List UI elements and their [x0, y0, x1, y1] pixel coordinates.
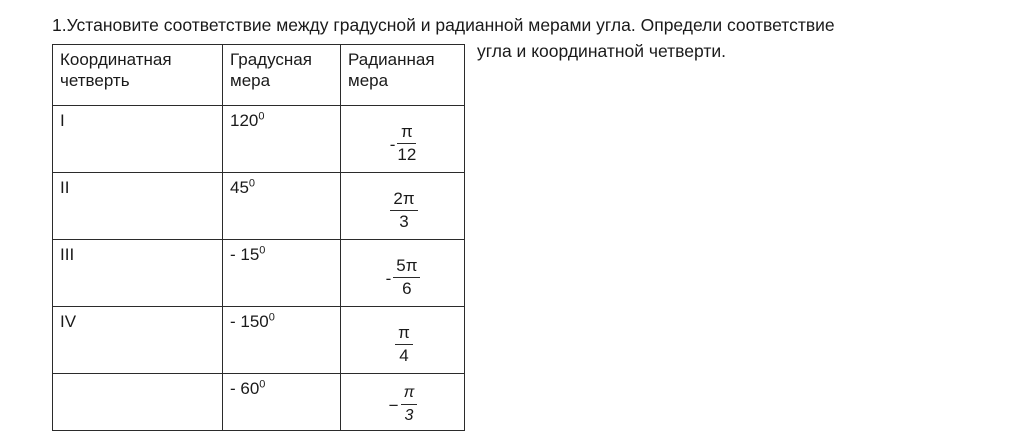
fraction-denominator: 6 [402, 278, 412, 298]
degree-value: - 150 [230, 312, 269, 331]
fraction-group [348, 378, 458, 426]
fraction-numerator: π [395, 323, 413, 345]
cell-radian [341, 307, 465, 374]
fraction-group [348, 244, 458, 302]
degree-value: - 15 [230, 245, 260, 264]
fraction [401, 383, 418, 426]
cell-degree [223, 106, 341, 173]
fraction [395, 323, 413, 366]
minus-sign: - [389, 134, 396, 154]
fraction [397, 122, 416, 165]
degree-value: 120 [230, 111, 259, 130]
fraction [393, 256, 420, 299]
angles-table [52, 44, 465, 431]
table-header-row [53, 45, 465, 106]
fraction [390, 189, 417, 232]
fraction-numerator: π [401, 383, 418, 405]
cell-degree [223, 307, 341, 374]
header-quadrant: Координатная четверть [53, 45, 223, 106]
fraction-denominator: 3 [399, 211, 409, 231]
cell-radian [341, 240, 465, 307]
table-row [53, 240, 465, 307]
cell-degree [223, 240, 341, 307]
cell-degree [223, 374, 341, 431]
cell-quadrant: I [53, 106, 223, 173]
fraction-group [348, 311, 458, 369]
degree-value: - 60 [230, 379, 260, 398]
cell-quadrant [53, 374, 223, 431]
degree-symbol: 0 [268, 311, 275, 324]
task-statement-line-1: 1.Установите соответствие между градусной и радианной мерами угла. Определи соответствие [52, 15, 835, 35]
header-degree-measure: Градусная мера [223, 45, 341, 106]
cell-radian [341, 374, 465, 431]
header-radian-measure: Радианная мера [341, 45, 465, 106]
minus-sign: - [385, 268, 392, 288]
table-row [53, 307, 465, 374]
degree-symbol: 0 [259, 378, 266, 391]
fraction-denominator: 3 [404, 406, 414, 424]
minus-sign: − [388, 395, 399, 415]
fraction-numerator: 5π [393, 256, 420, 278]
cell-radian [341, 106, 465, 173]
fraction-group [348, 177, 458, 235]
cell-quadrant: II [53, 173, 223, 240]
degree-symbol: 0 [258, 110, 265, 123]
table-row [53, 374, 465, 431]
fraction-numerator: 2π [390, 189, 417, 211]
table-row [53, 106, 465, 173]
fraction-denominator: 12 [397, 144, 417, 164]
cell-quadrant: IV [53, 307, 223, 374]
table-row [53, 173, 465, 240]
fraction-denominator: 4 [399, 345, 409, 365]
fraction-numerator: π [397, 122, 416, 144]
degree-value: 45 [230, 178, 249, 197]
cell-degree [223, 173, 341, 240]
task-statement-line-2: угла и координатной четверти. [477, 41, 727, 61]
fraction-group [348, 110, 458, 168]
degree-symbol: 0 [259, 244, 266, 257]
degree-symbol: 0 [248, 177, 256, 190]
cell-radian [341, 173, 465, 240]
cell-quadrant: III [53, 240, 223, 307]
